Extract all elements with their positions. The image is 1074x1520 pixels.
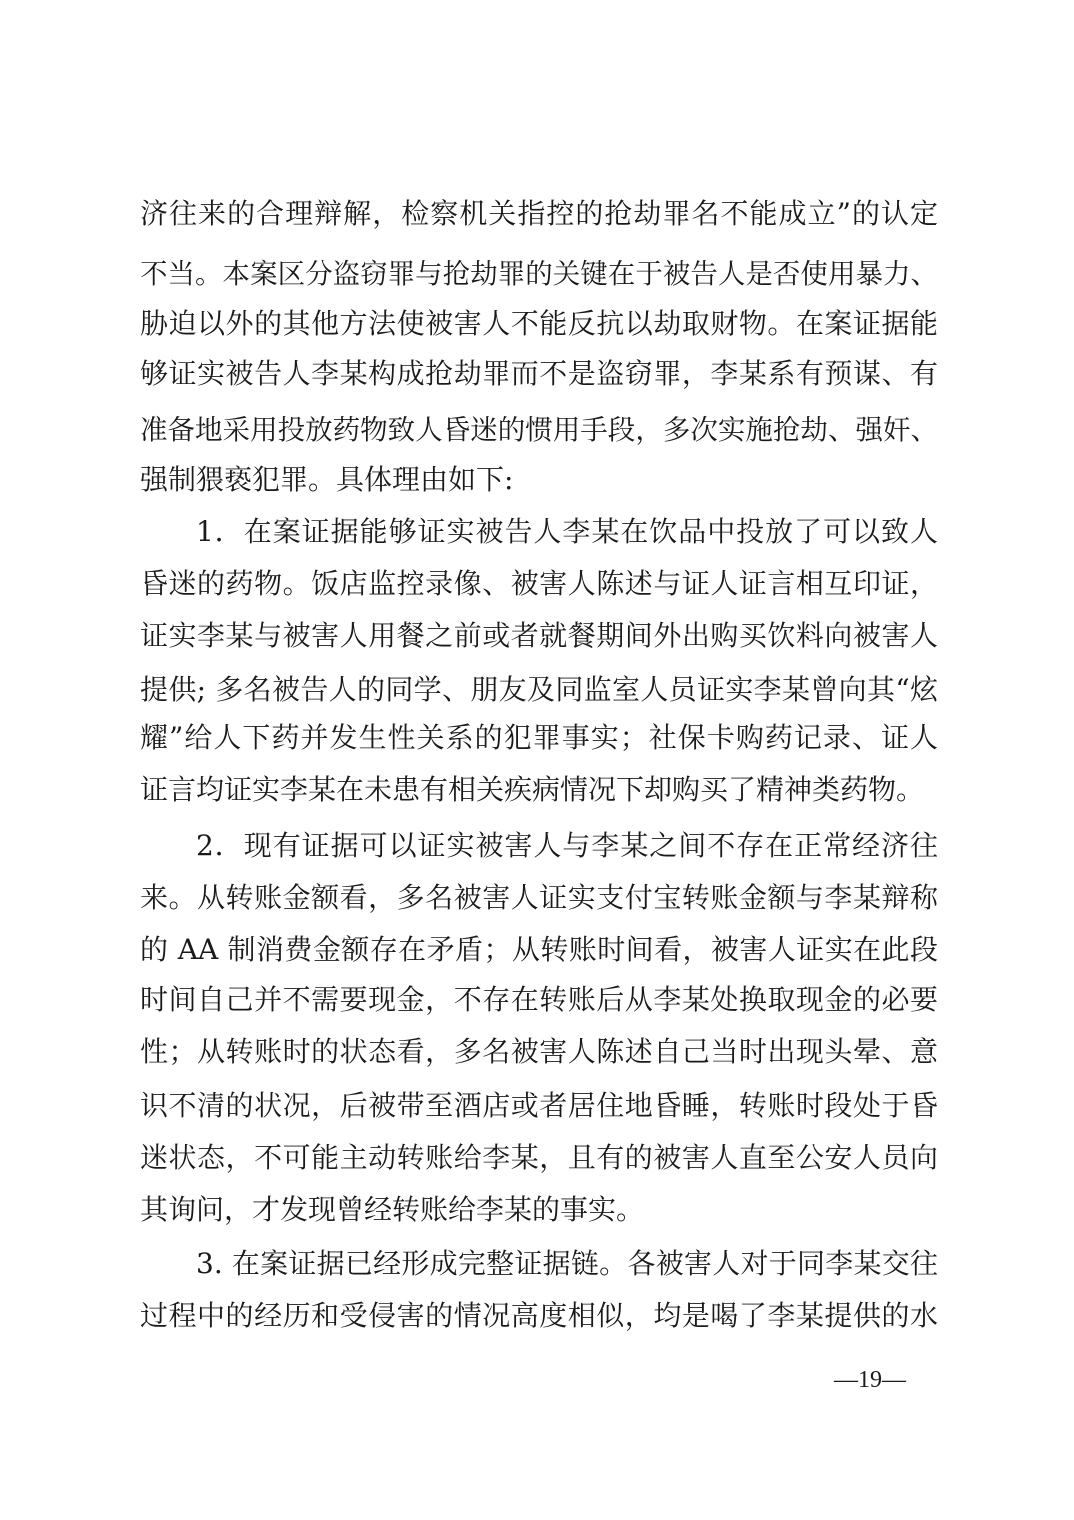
- text-line: 来。从转账金额看，多名被害人证实支付宝转账金额与李某辩称: [140, 881, 938, 914]
- text-line: 时间自己并不需要现金，不存在转账后从李某处换取现金的必要: [140, 983, 938, 1016]
- text-line: 过程中的经历和受侵害的情况高度相似，均是喝了李某提供的水: [140, 1299, 938, 1332]
- paragraph-2-start: 2．现有证据可以证实被害人与李某之间不存在正常经济往: [196, 829, 938, 862]
- text-line: 够证实被告人李某构成抢劫罪而不是盗窃罪，李某系有预谋、有: [140, 357, 938, 390]
- text-line: 提供; 多名被告人的同学、朋友及同监室人员证实李某曾向其“炫: [140, 673, 938, 706]
- text-line: 证实李某与被害人用餐之前或者就餐期间外出购买饮料向被害人: [140, 619, 938, 652]
- paragraph-1-start: 1．在案证据能够证实被告人李某在饮品中投放了可以致人: [196, 515, 938, 548]
- text-line: 不当。本案区分盗窃罪与抢劫罪的关键在于被告人是否使用暴力、: [140, 258, 938, 290]
- text-line: 迷状态，不可能主动转账给李某，且有的被害人直至公安人员向: [140, 1141, 938, 1174]
- text-line: 识不清的状况，后被带至酒店或者居住地昏睡，转账时段处于昏: [140, 1089, 938, 1122]
- text-line: 证言均证实李某在未患有相关疾病情况下却购买了精神类药物。: [140, 773, 925, 806]
- text-line: 强制猥亵犯罪。具体理由如下:: [140, 463, 514, 496]
- text-line: 济往来的合理辩解，检察机关指控的抢劫罪名不能成立”的认定: [140, 197, 938, 230]
- text-line: 准备地采用投放药物致人昏迷的惯用手段，多次实施抢劫、强奸、: [140, 414, 938, 446]
- paragraph-3-start: 3. 在案证据已经形成完整证据链。各被害人对于同李某交往: [196, 1247, 938, 1280]
- page-number: —19—: [834, 1367, 906, 1393]
- text-line: 胁迫以外的其他方法使被害人不能反抗以劫取财物。在案证据能: [140, 307, 938, 340]
- text-line: 昏迷的药物。饭店监控录像、被害人陈述与证人证言相互印证，: [140, 567, 938, 600]
- text-line: 性；从转账时的状态看，多名被害人陈述自己当时出现头晕、意: [140, 1035, 938, 1068]
- text-line: 的 AA 制消费金额存在矛盾；从转账时间看，被害人证实在此段: [140, 933, 938, 966]
- text-line: 其询问，才发现曾经转账给李某的事实。: [140, 1193, 645, 1226]
- text-line: 耀”给人下药并发生性关系的犯罪事实；社保卡购药记录、证人: [140, 721, 938, 754]
